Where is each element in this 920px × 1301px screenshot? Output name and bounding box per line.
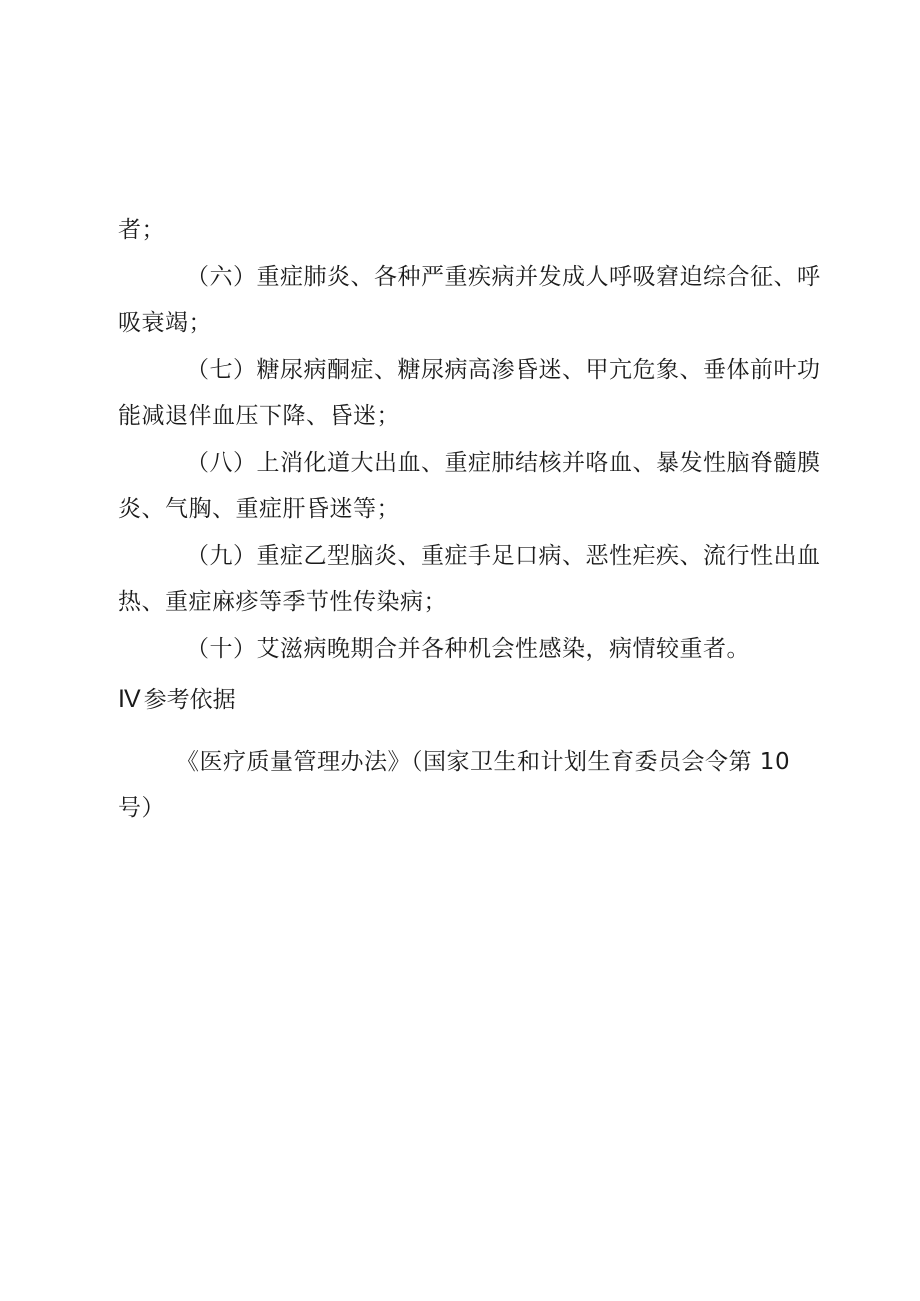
- list-item-10: （十）艾滋病晚期合并各种机会性感染，病情较重者。: [186, 636, 750, 662]
- text-line: 炎、气胸、重症肝昏迷等；: [118, 496, 400, 522]
- reference-line-continued: 号）: [118, 795, 165, 821]
- section-number: IV: [118, 685, 140, 713]
- section-heading: [118, 684, 236, 715]
- text-line: 者；: [118, 217, 165, 243]
- section-title: 参考依据: [143, 687, 236, 713]
- reference-line: 《医疗质量管理办法》（国家卫生和计划生育委员会令第 10: [176, 749, 791, 775]
- text-line: 吸衰竭；: [118, 310, 212, 336]
- list-item-8: （八）上消化道大出血、重症肺结核并咯血、暴发性脑脊髓膜: [186, 450, 821, 476]
- list-item-7: （七）糖尿病酮症、糖尿病高渗昏迷、甲亢危象、垂体前叶功: [186, 357, 821, 383]
- text-line: 能减退伴血压下降、昏迷；: [118, 403, 400, 429]
- list-item-9: （九）重症乙型脑炎、重症手足口病、恶性疟疾、流行性出血: [186, 543, 821, 569]
- list-item-6: （六）重症肺炎、各种严重疾病并发成人呼吸窘迫综合征、呼: [186, 264, 821, 290]
- text-line: 热、重症麻疹等季节性传染病；: [118, 589, 447, 615]
